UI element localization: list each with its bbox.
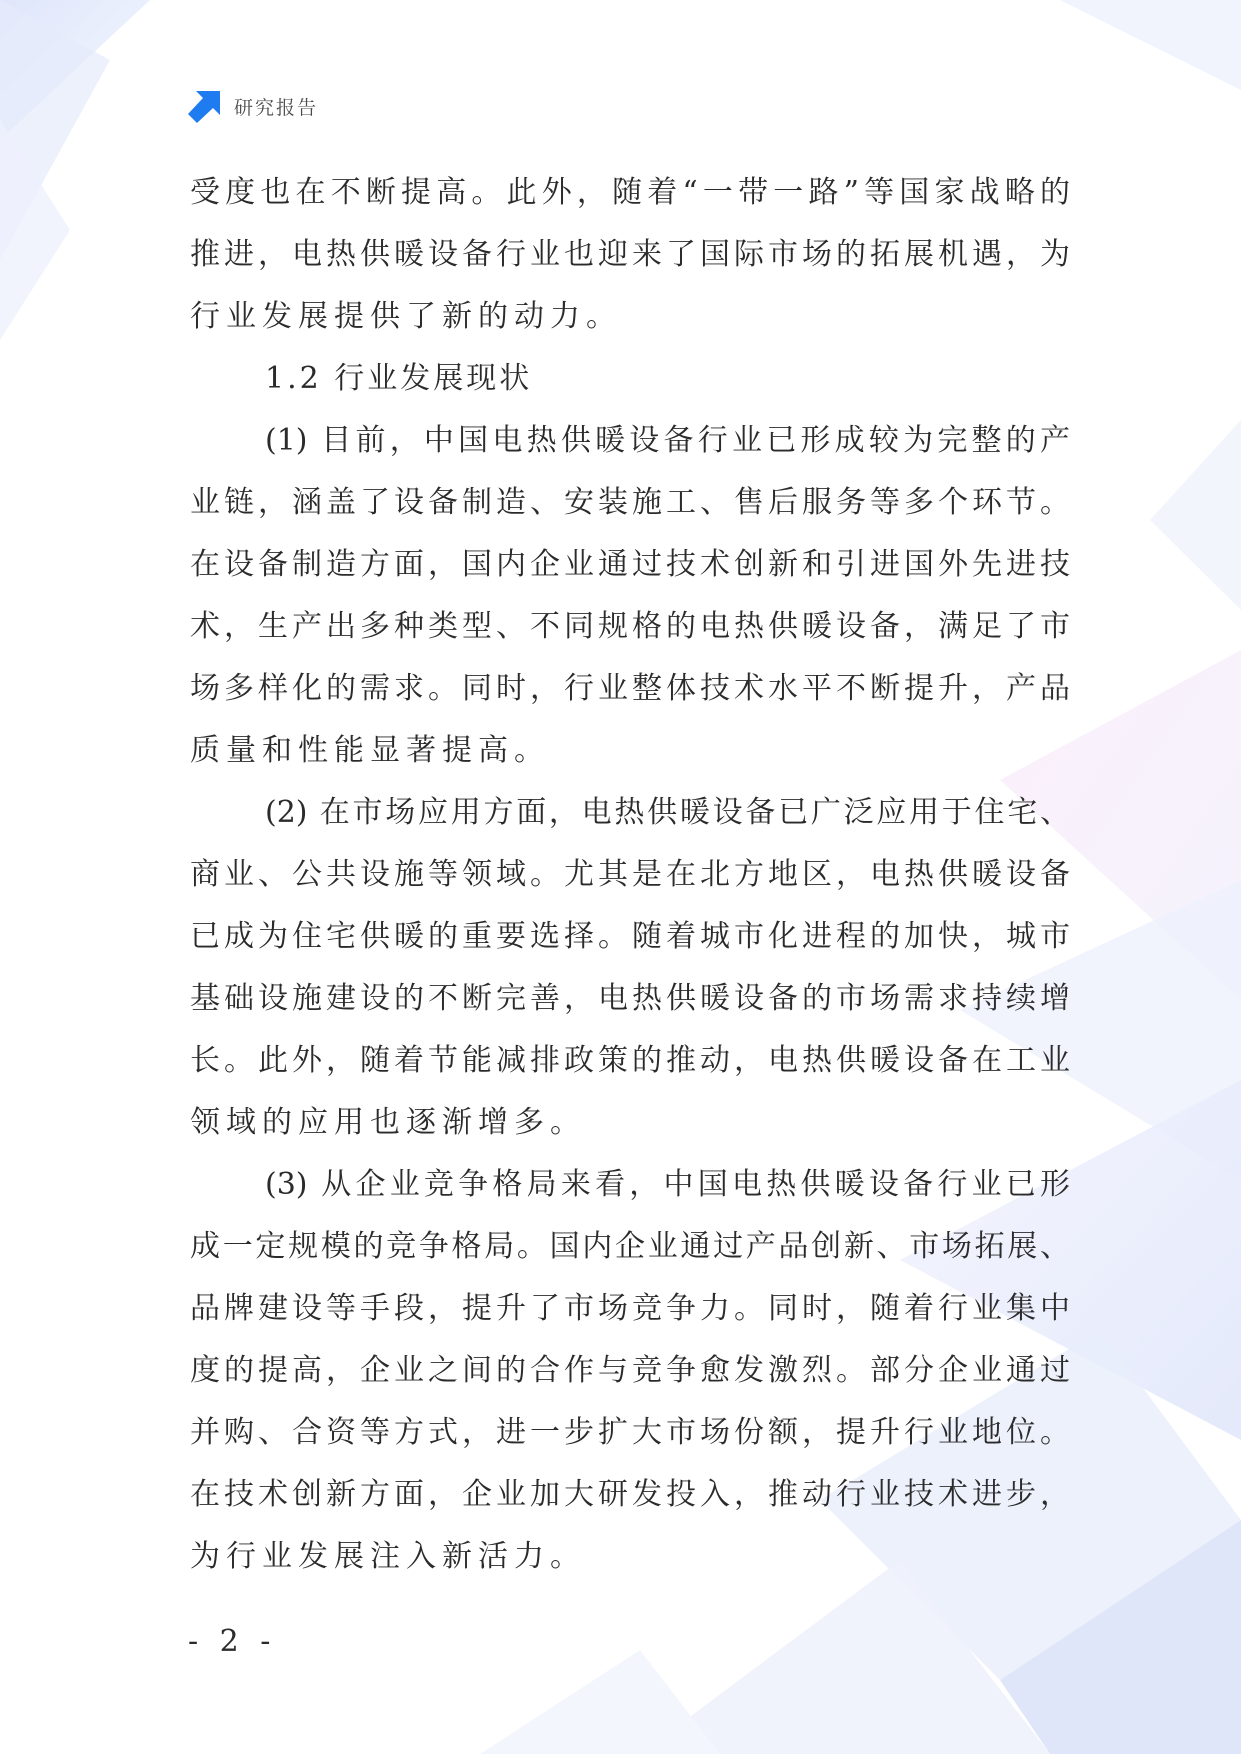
body-line: 术，生产出多种类型、不同规格的电热供暖设备，满足了市 (190, 609, 1070, 644)
body-line: 并购、合资等方式，进一步扩大市场份额，提升行业地位。 (190, 1415, 1070, 1450)
body-line: 成一定规模的竞争格局。国内企业通过产品创新、市场拓展、 (190, 1229, 1070, 1264)
page-number: - 2 - (188, 1624, 277, 1659)
body-line: 已成为住宅供暖的重要选择。随着城市化进程的加快，城市 (190, 919, 1070, 954)
body-line: 质量和性能显著提高。 (190, 733, 550, 768)
body-line: 为行业发展注入新活力。 (190, 1539, 586, 1574)
body-line: 场多样化的需求。同时，行业整体技术水平不断提升，产品 (190, 671, 1070, 706)
body-line: (2) 在市场应用方面，电热供暖设备已广泛应用于住宅、 (265, 795, 1070, 830)
body-line: 受度也在不断提高。此外，随着“一带一路”等国家战略的 (190, 175, 1070, 210)
arrow-up-right-icon (188, 89, 222, 123)
body-line: 推进，电热供暖设备行业也迎来了国际市场的拓展机遇，为 (190, 237, 1070, 272)
body-line: 业链，涵盖了设备制造、安装施工、售后服务等多个环节。 (190, 485, 1070, 520)
section-heading: 1.2 行业发展现状 (265, 361, 533, 396)
body-line: 品牌建设等手段，提升了市场竞争力。同时，随着行业集中 (190, 1291, 1070, 1326)
body-line: 在设备制造方面，国内企业通过技术创新和引进国外先进技 (190, 547, 1070, 582)
body-line: (1) 目前，中国电热供暖设备行业已形成较为完整的产 (265, 423, 1070, 458)
report-header (188, 88, 318, 124)
body-line: 基础设施建设的不断完善，电热供暖设备的市场需求持续增 (190, 981, 1070, 1016)
body-line: (3) 从企业竞争格局来看，中国电热供暖设备行业已形 (265, 1167, 1070, 1202)
report-body (190, 162, 1070, 1588)
body-line: 度的提高，企业之间的合作与竞争愈发激烈。部分企业通过 (190, 1353, 1070, 1388)
body-line: 在技术创新方面，企业加大研发投入，推动行业技术进步， (190, 1477, 1070, 1512)
body-line: 行业发展提供了新的动力。 (190, 299, 622, 334)
body-line: 长。此外，随着节能减排政策的推动，电热供暖设备在工业 (190, 1043, 1070, 1078)
body-line: 商业、公共设施等领域。尤其是在北方地区，电热供暖设备 (190, 857, 1070, 892)
body-line: 领域的应用也逐渐增多。 (190, 1105, 586, 1140)
header-title: 研究报告 (234, 96, 319, 119)
